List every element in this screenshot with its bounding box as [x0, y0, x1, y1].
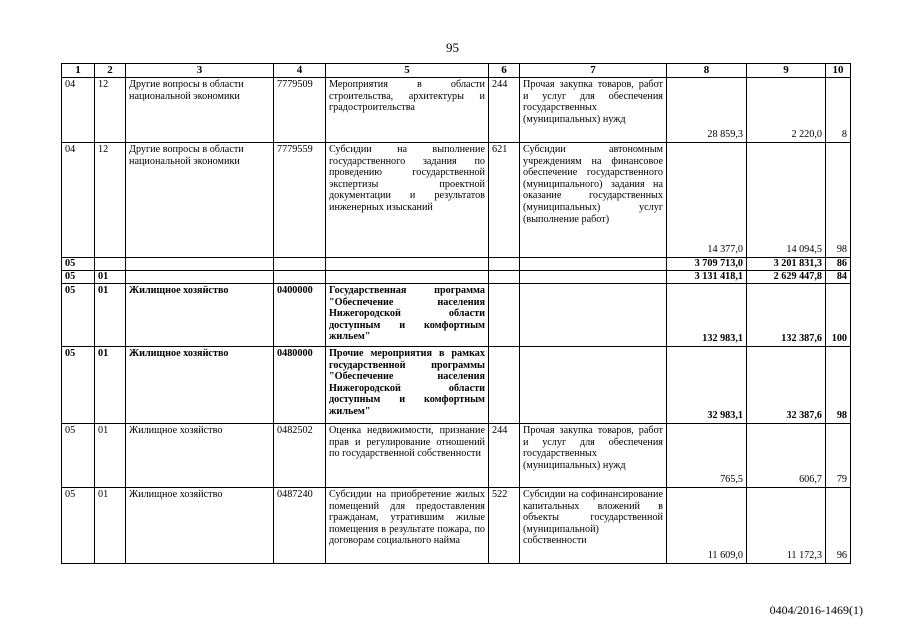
subsection-code: 12 [95, 78, 126, 143]
section-name [126, 258, 274, 271]
subsection-code: 12 [95, 143, 126, 258]
target-article-code: 0487240 [274, 488, 326, 564]
section-code: 05 [62, 488, 95, 564]
expense-type-name: Субсидии на софинансирование капитальных вложений в объекты государственной (муниципальной) собственности [520, 488, 667, 564]
planned-amount: 765,5 [667, 424, 747, 488]
column-header: 2 [95, 64, 126, 78]
section-code: 04 [62, 78, 95, 143]
percent-executed: 86 [826, 258, 851, 271]
planned-amount: 32 983,1 [667, 347, 747, 424]
expense-type-code [489, 271, 520, 284]
target-article-code: 0480000 [274, 347, 326, 424]
article-name: Прочие мероприятия в рамках государственной программы "Обеспечение населения Нижегородской области доступным и комфортным жильем" [326, 347, 489, 424]
section-name: Жилищное хозяйство [126, 488, 274, 564]
percent-executed: 84 [826, 271, 851, 284]
section-code: 05 [62, 424, 95, 488]
article-name: Оценка недвижимости, признание прав и регулирование отношений по государственной собственности [326, 424, 489, 488]
expense-type-code: 522 [489, 488, 520, 564]
table-row [62, 424, 851, 488]
article-name: Мероприятия в области строительства, архитектуры и градостроительства [326, 78, 489, 143]
section-name: Другие вопросы в области национальной экономики [126, 143, 274, 258]
executed-amount: 2 629 447,8 [747, 271, 826, 284]
percent-executed: 100 [826, 284, 851, 347]
percent-executed: 79 [826, 424, 851, 488]
expense-type-code: 621 [489, 143, 520, 258]
article-name [326, 258, 489, 271]
percent-executed: 8 [826, 78, 851, 143]
expense-type-name: Субсидии автономным учреждениям на финансовое обеспечение государственного (муниципального) задания на оказание государственных (муниципальных) услуг (выполнение работ) [520, 143, 667, 258]
planned-amount: 11 609,0 [667, 488, 747, 564]
total-row [62, 271, 851, 284]
planned-amount: 3 131 418,1 [667, 271, 747, 284]
planned-amount: 132 983,1 [667, 284, 747, 347]
subsection-code: 01 [95, 488, 126, 564]
expense-type-code [489, 347, 520, 424]
table-row [62, 78, 851, 143]
expense-type-name [520, 271, 667, 284]
target-article-code: 7779509 [274, 78, 326, 143]
budget-table [61, 63, 851, 564]
expense-type-name [520, 258, 667, 271]
executed-amount: 14 094,5 [747, 143, 826, 258]
subsection-code: 01 [95, 271, 126, 284]
target-article-code [274, 258, 326, 271]
planned-amount: 28 859,3 [667, 78, 747, 143]
article-name: Субсидии на приобретение жилых помещений для предоставления гражданам, утратившим жилые помещения в результате пожара, по договорам социального найма [326, 488, 489, 564]
expense-type-code [489, 284, 520, 347]
total-row [62, 258, 851, 271]
table-row [62, 488, 851, 564]
executed-amount: 606,7 [747, 424, 826, 488]
expense-type-name: Прочая закупка товаров, работ и услуг для обеспечения государственных (муниципальных) нужд [520, 78, 667, 143]
subsection-code [95, 258, 126, 271]
executed-amount: 11 172,3 [747, 488, 826, 564]
column-header: 8 [667, 64, 747, 78]
column-header: 4 [274, 64, 326, 78]
article-name: Государственная программа "Обеспечение населения Нижегородской области доступным и комфортным жильем" [326, 284, 489, 347]
table-row [62, 143, 851, 258]
planned-amount: 3 709 713,0 [667, 258, 747, 271]
percent-executed: 98 [826, 143, 851, 258]
expense-type-code: 244 [489, 424, 520, 488]
executed-amount: 2 220,0 [747, 78, 826, 143]
section-code: 05 [62, 258, 95, 271]
expense-type-name: Прочая закупка товаров, работ и услуг для обеспечения государственных (муниципальных) нужд [520, 424, 667, 488]
executed-amount: 3 201 831,3 [747, 258, 826, 271]
subsection-code: 01 [95, 424, 126, 488]
target-article-code: 0482502 [274, 424, 326, 488]
executed-amount: 32 387,6 [747, 347, 826, 424]
section-name: Жилищное хозяйство [126, 347, 274, 424]
percent-executed: 98 [826, 347, 851, 424]
section-code: 05 [62, 347, 95, 424]
target-article-code [274, 271, 326, 284]
section-name: Жилищное хозяйство [126, 424, 274, 488]
expense-type-name [520, 284, 667, 347]
document-code: 0404/2016-1469(1) [769, 603, 863, 617]
subsection-code: 01 [95, 284, 126, 347]
column-header: 7 [520, 64, 667, 78]
section-name: Другие вопросы в области национальной экономики [126, 78, 274, 143]
executed-amount: 132 387,6 [747, 284, 826, 347]
column-header: 10 [826, 64, 851, 78]
column-header: 6 [489, 64, 520, 78]
expense-type-code [489, 258, 520, 271]
expense-type-name [520, 347, 667, 424]
target-article-code: 0400000 [274, 284, 326, 347]
page-number: 95 [446, 40, 459, 55]
subsection-code: 01 [95, 347, 126, 424]
table-row [62, 347, 851, 424]
section-code: 04 [62, 143, 95, 258]
section-name [126, 271, 274, 284]
article-name [326, 271, 489, 284]
expense-type-code: 244 [489, 78, 520, 143]
section-code: 05 [62, 284, 95, 347]
target-article-code: 7779559 [274, 143, 326, 258]
table-row [62, 284, 851, 347]
table-header-row [62, 64, 851, 78]
column-header: 3 [126, 64, 274, 78]
column-header: 5 [326, 64, 489, 78]
column-header: 1 [62, 64, 95, 78]
article-name: Субсидии на выполнение государственного задания по проведению государственной экспертизы проектной документации и результатов инженерных изысканий [326, 143, 489, 258]
column-header: 9 [747, 64, 826, 78]
section-name: Жилищное хозяйство [126, 284, 274, 347]
percent-executed: 96 [826, 488, 851, 564]
planned-amount: 14 377,0 [667, 143, 747, 258]
section-code: 05 [62, 271, 95, 284]
